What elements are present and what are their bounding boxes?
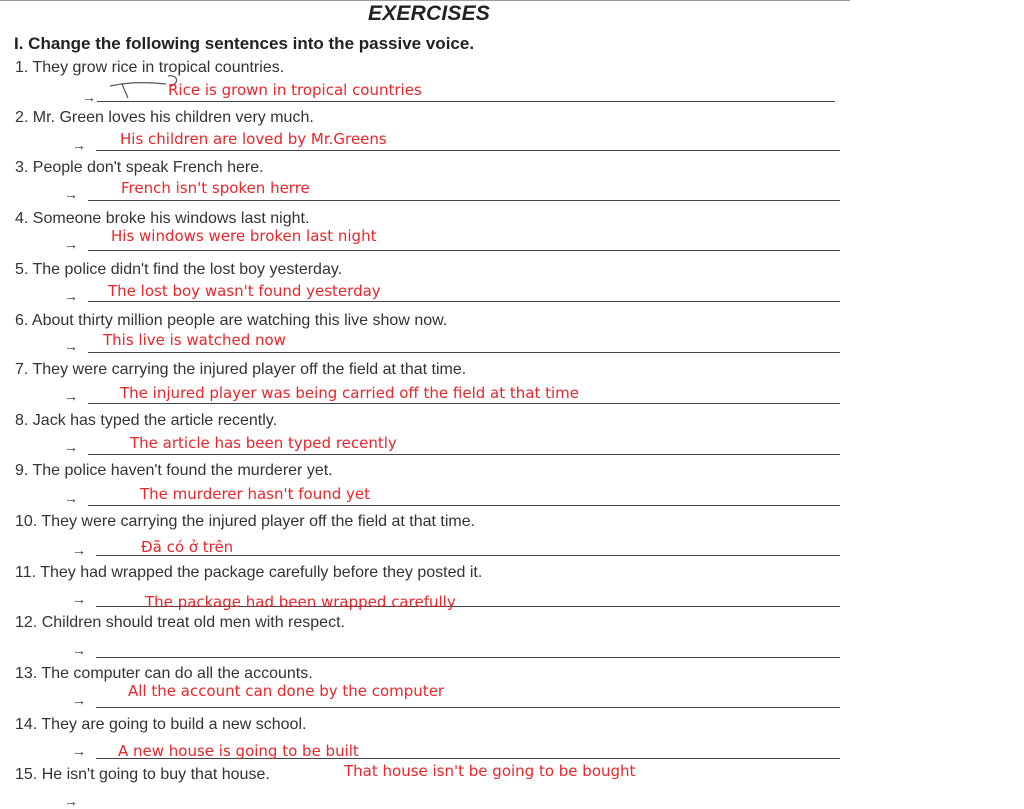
question-4: 4. Someone broke his windows last night. bbox=[15, 210, 310, 227]
answer-10: Đã có ở trên bbox=[141, 538, 234, 556]
arrow-icon: → bbox=[82, 89, 96, 105]
answer-line-2 bbox=[96, 150, 840, 151]
question-7: 7. They were carrying the injured player off the field at that time. bbox=[15, 361, 467, 378]
question-6: 6. About thirty million people are watching this live show now. bbox=[15, 312, 448, 329]
question-5: 5. The police didn't find the lost boy yesterday. bbox=[15, 261, 343, 278]
arrow-icon: → bbox=[64, 439, 78, 455]
answer-line-5 bbox=[88, 301, 840, 302]
top-rule bbox=[0, 0, 850, 1]
answer-1: Rice is grown in tropical countries bbox=[168, 81, 422, 99]
answer-line-13 bbox=[96, 707, 840, 708]
arrow-icon: → bbox=[72, 542, 86, 558]
answer-3: French isn't spoken herre bbox=[121, 179, 310, 197]
answer-line-8 bbox=[88, 454, 840, 455]
arrow-icon: → bbox=[72, 692, 86, 708]
arrow-icon: → bbox=[72, 642, 86, 658]
question-8: 8. Jack has typed the article recently. bbox=[15, 412, 278, 429]
answer-9: The murderer hasn't found yet bbox=[140, 485, 370, 503]
answer-4: His windows were broken last night bbox=[111, 227, 377, 245]
question-12: 12. Children should treat old men with respect. bbox=[15, 614, 345, 631]
answer-2: His children are loved by Mr.Greens bbox=[120, 130, 387, 148]
answer-line-9 bbox=[88, 505, 840, 506]
arrow-icon: → bbox=[64, 186, 78, 202]
answer-line-7 bbox=[88, 403, 840, 404]
answer-5: The lost boy wasn't found yesterday bbox=[108, 282, 381, 300]
question-10: 10. They were carrying the injured player off the field at that time. bbox=[15, 513, 476, 530]
arrow-icon: → bbox=[72, 743, 86, 759]
exercise-instruction: I. Change the following sentences into the passive voice. bbox=[14, 34, 475, 53]
answer-6: This live is watched now bbox=[103, 331, 286, 349]
question-15: 15. He isn't going to buy that house. bbox=[15, 766, 270, 783]
arrow-icon: → bbox=[64, 236, 78, 252]
question-11: 11. They had wrapped the package carefully before they posted it. bbox=[15, 564, 483, 581]
answer-7: The injured player was being carried off the field at that time bbox=[120, 384, 580, 402]
arrow-icon: → bbox=[72, 137, 86, 153]
arrow-icon: → bbox=[64, 793, 78, 809]
arrow-icon: → bbox=[64, 388, 78, 404]
question-2: 2. Mr. Green loves his children very much. bbox=[15, 109, 314, 126]
arrow-icon: → bbox=[72, 591, 86, 607]
answer-11: The package had been wrapped carefully bbox=[145, 593, 456, 611]
answer-line-12 bbox=[96, 657, 840, 658]
arrow-icon: → bbox=[64, 338, 78, 354]
answer-line-4 bbox=[88, 250, 840, 251]
page-title: EXERCISES bbox=[368, 2, 491, 25]
answer-15: That house isn't be going to be bought bbox=[344, 762, 636, 780]
answer-8: The article has been typed recently bbox=[130, 434, 397, 452]
answer-line-1 bbox=[97, 101, 835, 102]
question-14: 14. They are going to build a new school. bbox=[15, 716, 307, 733]
arrow-icon: → bbox=[64, 288, 78, 304]
arrow-icon: → bbox=[64, 490, 78, 506]
answer-13: All the account can done by the computer bbox=[128, 682, 445, 700]
answer-14: A new house is going to be built bbox=[118, 742, 359, 760]
question-13: 13. The computer can do all the accounts. bbox=[15, 665, 313, 682]
question-3: 3. People don't speak French here. bbox=[15, 159, 264, 176]
question-9: 9. The police haven't found the murderer yet. bbox=[15, 462, 333, 479]
question-1: 1. They grow rice in tropical countries. bbox=[15, 59, 285, 76]
answer-line-3 bbox=[88, 200, 840, 201]
answer-line-6 bbox=[88, 352, 840, 353]
